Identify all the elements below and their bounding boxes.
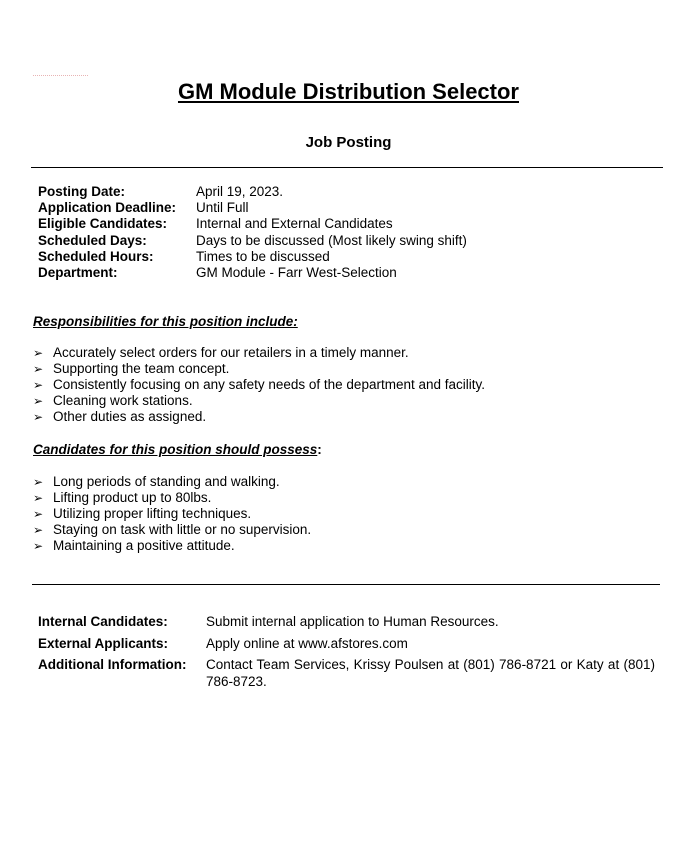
arrowhead-bullet-icon: ➢ <box>33 539 44 553</box>
list-item-text: Supporting the team concept. <box>53 361 230 376</box>
arrowhead-bullet-icon: ➢ <box>33 491 44 505</box>
detail-label: Scheduled Hours: <box>38 248 154 264</box>
faint-header-mark <box>33 75 88 77</box>
detail-value: Internal and External Candidates <box>196 216 393 232</box>
detail-label: Application Deadline: <box>38 200 177 216</box>
arrowhead-bullet-icon: ➢ <box>33 362 44 376</box>
responsibilities-heading-text: Responsibilities for this position include: <box>33 314 298 329</box>
qualifications-heading-text: Candidates for this position should possess <box>33 442 318 457</box>
list-item-text: Long periods of standing and walking. <box>53 474 280 489</box>
detail-value: Days to be discussed (Most likely swing shift) <box>196 232 467 248</box>
list-item-text: Utilizing proper lifting techniques. <box>53 506 252 521</box>
list-item-text: Maintaining a positive attitude. <box>53 538 235 553</box>
contact-label: Additional Information: <box>38 657 187 672</box>
list-item-text: Consistently focusing on any safety needs of the department and facility. <box>53 377 485 392</box>
arrowhead-bullet-icon: ➢ <box>33 410 44 424</box>
list-item-text: Accurately select orders for our retailers in a timely manner. <box>53 345 409 360</box>
contact-label: Internal Candidates: <box>38 614 168 629</box>
bottom-divider <box>32 584 660 585</box>
detail-value: Times to be discussed <box>196 248 330 264</box>
qualifications-heading-colon: : <box>317 442 322 457</box>
document-subtitle: Job Posting <box>305 134 392 151</box>
list-item-text: Cleaning work stations. <box>53 393 193 408</box>
contact-value: Apply online at www.afstores.com <box>206 635 408 651</box>
detail-label: Scheduled Days: <box>38 232 147 248</box>
arrowhead-bullet-icon: ➢ <box>33 346 44 360</box>
contact-row-additional <box>38 657 655 690</box>
contact-value: Contact Team Services, Krissy Poulsen at (801) 786-8721 or Katy at (801) 786-8723. <box>206 657 655 689</box>
arrowhead-bullet-icon: ➢ <box>33 507 44 521</box>
top-divider <box>31 167 663 168</box>
contact-value: Submit internal application to Human Resources. <box>206 614 499 629</box>
qualifications-heading <box>33 442 322 457</box>
detail-label: Posting Date: <box>38 184 126 199</box>
contact-row-internal <box>38 614 655 631</box>
list-item-text: Staying on task with little or no supervision. <box>53 522 312 537</box>
contact-row-external <box>38 636 655 653</box>
detail-label: Department: <box>38 264 118 280</box>
detail-value: April 19, 2023. <box>196 184 284 199</box>
arrowhead-bullet-icon: ➢ <box>33 394 44 408</box>
application-info <box>38 614 655 695</box>
responsibilities-heading <box>33 314 298 329</box>
arrowhead-bullet-icon: ➢ <box>33 475 44 489</box>
list-item-text: Other duties as assigned. <box>53 409 207 424</box>
detail-value: GM Module - Farr West-Selection <box>196 264 397 280</box>
document-title: GM Module Distribution Selector <box>177 79 519 104</box>
arrowhead-bullet-icon: ➢ <box>33 523 44 537</box>
detail-label: Eligible Candidates: <box>38 216 168 232</box>
contact-label: External Applicants: <box>38 635 169 651</box>
detail-value: Until Full <box>196 200 249 216</box>
arrowhead-bullet-icon: ➢ <box>33 378 44 392</box>
list-item-text: Lifting product up to 80lbs. <box>53 490 212 505</box>
